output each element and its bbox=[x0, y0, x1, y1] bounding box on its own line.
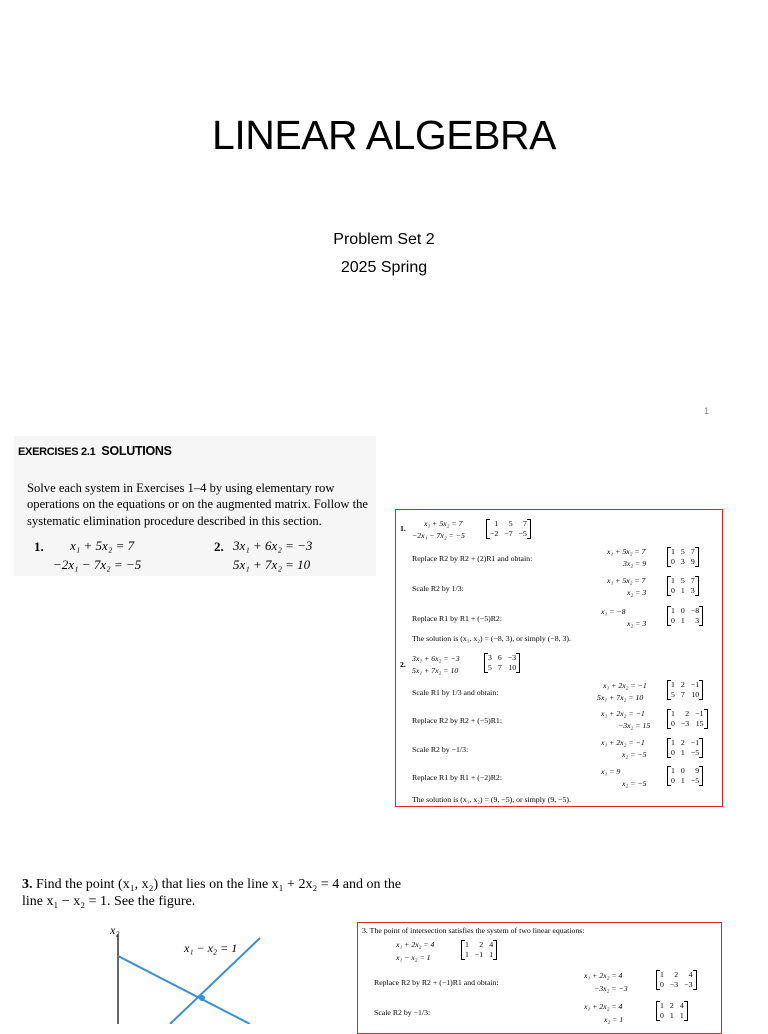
sol2-step1-matrix: 1 2 −1 5 7 10 bbox=[667, 680, 703, 700]
sol2-result: The solution is (x₁, x₂) = (9, −5), or simply (9, −5). bbox=[412, 795, 571, 804]
sol1-result: The solution is (x₁, x₂) = (−8, 3), or simply (−8, 3). bbox=[412, 634, 571, 643]
sol1-step3-text: Replace R1 by R1 + (−5)R2: bbox=[412, 614, 502, 623]
page-number: 1 bbox=[704, 406, 710, 416]
term: 2025 Spring bbox=[340, 259, 428, 276]
page-title: LINEAR ALGEBRA bbox=[212, 112, 556, 158]
sol1-step1-text: Replace R2 by R2 + (2)R1 and obtain: bbox=[412, 554, 533, 563]
line-label: x₁ − x₂ = 1 bbox=[184, 941, 238, 955]
sol2-step1-text: Scale R1 by 1/3 and obtain: bbox=[412, 688, 499, 697]
sol2-step3-matrix: 1 2 −1 0 1 −5 bbox=[667, 738, 703, 758]
sol1-step1-matrix: 1 5 7 0 3 9 bbox=[667, 547, 699, 567]
sol2-step2-text: Replace R2 by R2 + (−5)R1: bbox=[412, 716, 502, 725]
sol2-sys-eq1: 3x₁ + 6x₂ = −3 bbox=[412, 654, 460, 663]
sol3-step1-text: Replace R2 by R2 + (−1)R1 and obtain: bbox=[374, 978, 499, 987]
problem-1-eq1: x₁ + 5x₂ = 7 bbox=[70, 538, 135, 553]
sol2-step4-matrix: 1 0 9 0 1 −5 bbox=[667, 766, 703, 786]
problem-1 bbox=[34, 538, 44, 556]
sol1-step1-eq1: x₁ + 5x₂ = 7 bbox=[607, 547, 646, 556]
sol2-step3-text: Scale R2 by −1/3: bbox=[412, 745, 469, 754]
sol2-step4-eq1: x₁ = 9 bbox=[601, 767, 621, 776]
axis-label-x2: x₂ bbox=[110, 923, 120, 937]
sol1-step2-matrix: 1 5 7 0 1 3 bbox=[667, 576, 699, 596]
sol3-step1-eq2: −3x₂ = −3 bbox=[594, 984, 628, 993]
sol3-sys-eq2: x₁ − x₂ = 1 bbox=[396, 953, 431, 962]
exercises-heading bbox=[18, 444, 172, 458]
solution-1-number: 1. bbox=[400, 524, 406, 533]
sol3-step2-text: Scale R2 by −1/3: bbox=[374, 1008, 431, 1017]
solutions-box bbox=[395, 509, 723, 807]
sol1-step2-eq2: x₂ = 3 bbox=[627, 588, 647, 597]
sol1-step1-eq2: 3x₂ = 9 bbox=[623, 559, 647, 568]
sol2-step3-eq1: x₁ + 2x₂ = −1 bbox=[601, 738, 645, 747]
sol2-step4-text: Replace R1 by R1 + (−2)R2: bbox=[412, 773, 502, 782]
sol3-step2-matrix: 1 2 4 0 1 1 bbox=[656, 1001, 688, 1021]
sol1-sys-eq1: x₁ + 5x₂ = 7 bbox=[424, 519, 463, 528]
exercise-3-text: Find the point (x₁, x₂) that lies on the line x₁ + 2x₂ = 4 and on the line x₁ − x₂ = 1. See the figure. bbox=[22, 877, 402, 909]
sol2-step4-eq2: x₂ = −5 bbox=[622, 779, 647, 788]
exercise-3 bbox=[22, 876, 412, 910]
sol1-step3-eq2: x₂ = 3 bbox=[627, 619, 647, 628]
problem-1-eq2: −2x₁ − 7x₂ = −5 bbox=[53, 557, 142, 572]
exercises-label: EXERCISES 2.1 bbox=[18, 446, 96, 458]
sol2-step2-matrix: 1 2 −1 0 −3 15 bbox=[667, 709, 708, 729]
sol3-intro: 3. The point of intersection satisfies the system of two linear equations: bbox=[362, 926, 585, 935]
sol1-step2-eq1: x₁ + 5x₂ = 7 bbox=[607, 576, 646, 585]
sol1-sys-eq2: −2x₁ − 7x₂ = −5 bbox=[412, 531, 465, 540]
exercise-3-figure bbox=[60, 920, 320, 1024]
sol1-step2-text: Scale R2 by 1/3: bbox=[412, 584, 464, 593]
problem-2 bbox=[214, 538, 224, 556]
sol3-step2-eq2: x₂ = 1 bbox=[604, 1015, 624, 1024]
problem-2-eq1: 3x₁ + 6x₂ = −3 bbox=[233, 538, 313, 553]
sol3-sys-eq1: x₁ + 2x₂ = 4 bbox=[396, 940, 435, 949]
sol1-step3-eq1: x₁ = −8 bbox=[601, 607, 626, 616]
sol2-step2-eq2: −3x₂ = 15 bbox=[618, 721, 651, 730]
sol2-matrix: 3 6 −3 5 7 10 bbox=[484, 653, 520, 673]
problem-number: 2. bbox=[214, 539, 224, 554]
problem-2-eq2: 5x₁ + 7x₂ = 10 bbox=[233, 557, 311, 572]
solution-2-number: 2. bbox=[400, 660, 406, 669]
sol1-matrix: 1 5 7 −2 −7 −5 bbox=[486, 519, 531, 539]
sol3-step1-eq1: x₁ + 2x₂ = 4 bbox=[584, 971, 623, 980]
sol2-step3-eq2: x₂ = −5 bbox=[622, 750, 647, 759]
intersection-point bbox=[199, 995, 205, 1001]
solution-3-box bbox=[357, 922, 722, 1034]
sol2-sys-eq2: 5x₁ + 7x₂ = 10 bbox=[412, 666, 459, 675]
problem-number: 1. bbox=[34, 539, 44, 554]
sol3-step2-eq1: x₁ + 2x₂ = 4 bbox=[584, 1002, 623, 1011]
exercise-3-number: 3. bbox=[22, 877, 33, 892]
sol3-step1-matrix: 1 2 4 0 −3 −3 bbox=[656, 970, 697, 990]
sol1-step3-matrix: 1 0 −8 0 1 3 bbox=[667, 606, 703, 626]
exercise-instructions: Solve each system in Exercises 1–4 by using elementary row operations on the equations or on the augmented matrix. Follow the systematic elimination procedure described in this section. bbox=[27, 481, 369, 528]
sol3-matrix: 1 2 4 1 −1 1 bbox=[461, 940, 497, 960]
sol2-step2-eq1: x₁ + 2x₂ = −1 bbox=[601, 709, 645, 718]
sol2-step1-eq2: 5x₁ + 7x₂ = 10 bbox=[597, 693, 644, 702]
subtitle: Problem Set 2 bbox=[333, 231, 435, 248]
solutions-label: SOLUTIONS bbox=[101, 444, 172, 458]
sol2-step1-eq1: x₁ + 2x₂ = −1 bbox=[603, 681, 647, 690]
